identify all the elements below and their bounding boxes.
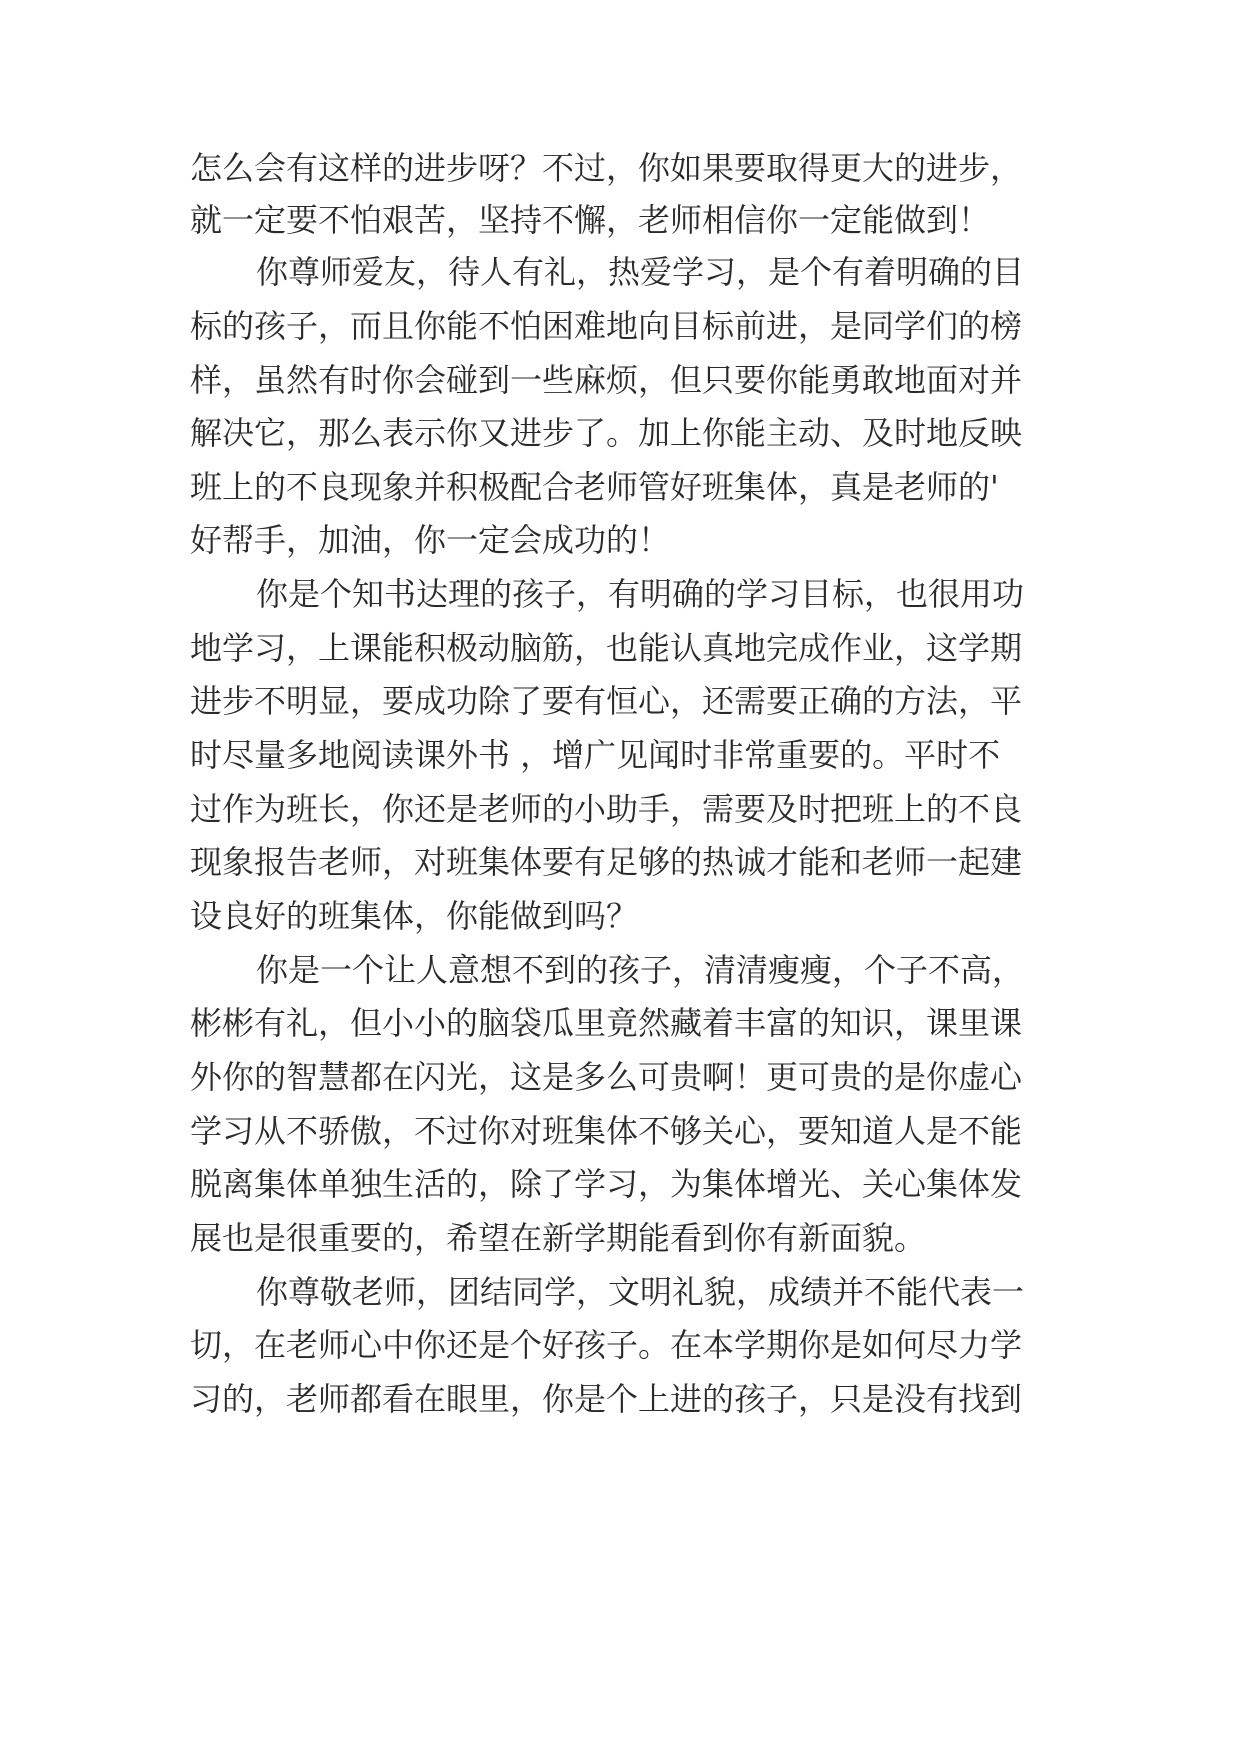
text-line: 学习从不骄傲，不过你对班集体不够关心，要知道人是不能	[190, 1112, 1023, 1150]
text-line: 时尽量多地阅读课外书 ，增广见闻时非常重要的。平时不	[190, 736, 1001, 774]
text-line: 样，虽然有时你会碰到一些麻烦，但只要你能勇敢地面对并	[190, 361, 1023, 399]
text-line: 彬彬有礼，但小小的脑袋瓜里竟然藏着丰富的知识，课里课	[190, 1004, 1023, 1042]
paragraph-start-line: 你尊敬老师，团结同学，文明礼貌，成绩并不能代表一	[256, 1273, 1025, 1311]
text-line: 切，在老师心中你还是个好孩子。在本学期你是如何尽力学	[190, 1326, 1023, 1364]
text-line: 过作为班长，你还是老师的小助手，需要及时把班上的不良	[190, 790, 1023, 828]
text-line: 解决它，那么表示你又进步了。加上你能主动、及时地反映	[190, 414, 1023, 452]
text-line: 怎么会有这样的进步呀？不过，你如果要取得更大的进步，	[190, 149, 1023, 187]
text-line: 习的，老师都看在眼里，你是个上进的孩子，只是没有找到	[190, 1380, 1023, 1418]
text-line: 班上的不良现象并积极配合老师管好班集体，真是老师的'	[190, 468, 999, 506]
paragraph-start-line: 你尊师爱友，待人有礼，热爱学习，是个有着明确的目	[256, 253, 1025, 291]
paragraph-start-line: 你是一个让人意想不到的孩子，清清瘦瘦，个子不高，	[256, 951, 1025, 989]
text-line: 地学习，上课能积极动脑筋，也能认真地完成作业，这学期	[190, 629, 1023, 667]
text-line: 外你的智慧都在闪光，这是多么可贵啊！更可贵的是你虚心	[190, 1058, 1023, 1096]
text-line: 标的孩子，而且你能不怕困难地向目标前进，是同学们的榜	[190, 307, 1023, 345]
text-line: 脱离集体单独生活的，除了学习，为集体增光、关心集体发	[190, 1165, 1023, 1203]
text-line: 设良好的班集体，你能做到吗？	[190, 897, 639, 935]
text-line: 就一定要不怕艰苦，坚持不懈，老师相信你一定能做到！	[190, 201, 991, 239]
paragraph-start-line: 你是个知书达理的孩子，有明确的学习目标，也很用功	[256, 575, 1025, 613]
text-line: 现象报告老师，对班集体要有足够的热诚才能和老师一起建	[190, 843, 1023, 881]
text-line: 展也是很重要的，希望在新学期能看到你有新面貌。	[190, 1219, 927, 1257]
text-line: 进步不明显，要成功除了要有恒心，还需要正确的方法，平	[190, 682, 1023, 720]
text-line: 好帮手，加油，你一定会成功的！	[190, 521, 671, 559]
